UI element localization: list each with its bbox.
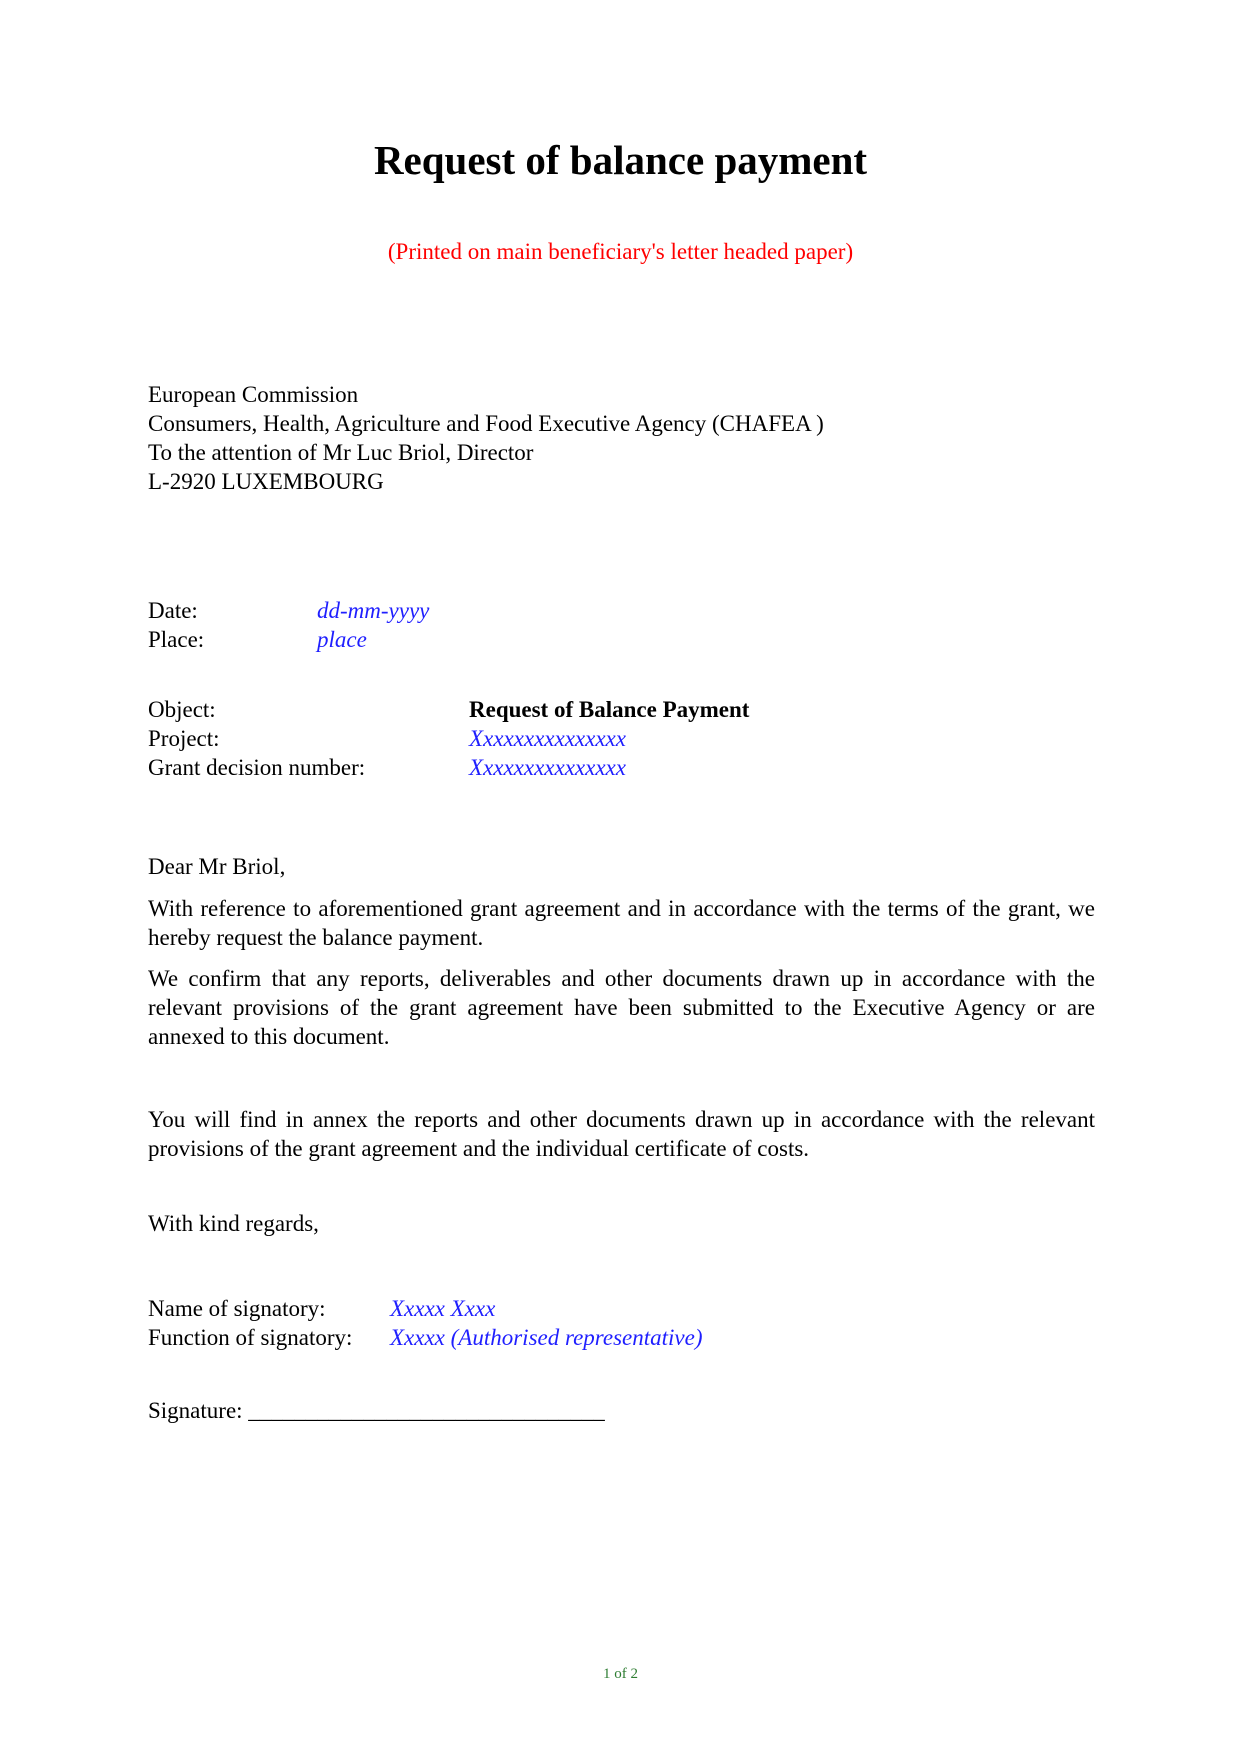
address-line: L-2920 LUXEMBOURG	[148, 469, 384, 494]
signatory-name-value: Xxxxx Xxxx	[390, 1296, 496, 1321]
signature-line: Signature: _______________________________	[148, 1398, 605, 1423]
place-value: place	[317, 627, 367, 652]
date-value: dd-mm-yyyy	[317, 598, 430, 623]
address-line: Consumers, Health, Agriculture and Food Executive Agency (CHAFEA )	[148, 411, 824, 436]
signatory-function-label: Function of signatory:	[148, 1325, 353, 1350]
letterhead-note: (Printed on main beneficiary's letter headed paper)	[387, 239, 854, 264]
signatory-function-value: Xxxxx (Authorised representative)	[390, 1325, 703, 1350]
grant-value: Xxxxxxxxxxxxxxx	[469, 755, 626, 780]
signatory-name-label: Name of signatory:	[148, 1296, 326, 1321]
paragraph-annex: You will find in annex the reports and other documents drawn up in accordance with the relevant provisions of the grant agreement and the individual certificate of costs.	[148, 1107, 1095, 1161]
date-label: Date:	[148, 598, 198, 623]
page-title: Request of balance payment	[373, 137, 868, 183]
project-label: Project:	[148, 726, 220, 751]
closing: With kind regards,	[148, 1211, 319, 1236]
object-value: Request of Balance Payment	[469, 697, 750, 722]
paragraph-confirmation: We confirm that any reports, deliverables and other documents drawn up in accordance with the relevant provisions of the grant agreement have been submitted to the Executive Agency or are annexed to this document.	[148, 966, 1095, 1049]
place-label: Place:	[148, 627, 205, 652]
recipient-address	[148, 380, 824, 496]
salutation: Dear Mr Briol,	[148, 854, 286, 879]
object-label: Object:	[148, 697, 216, 722]
address-line: To the attention of Mr Luc Briol, Director	[148, 440, 534, 465]
paragraph-request: With reference to aforementioned grant agreement and in accordance with the terms of the grant, we hereby request the balance payment.	[148, 896, 1095, 950]
grant-label: Grant decision number:	[148, 755, 366, 780]
page-number: 1 of 2	[603, 1666, 638, 1682]
address-line: European Commission	[148, 382, 359, 407]
project-value: Xxxxxxxxxxxxxxx	[469, 726, 626, 751]
